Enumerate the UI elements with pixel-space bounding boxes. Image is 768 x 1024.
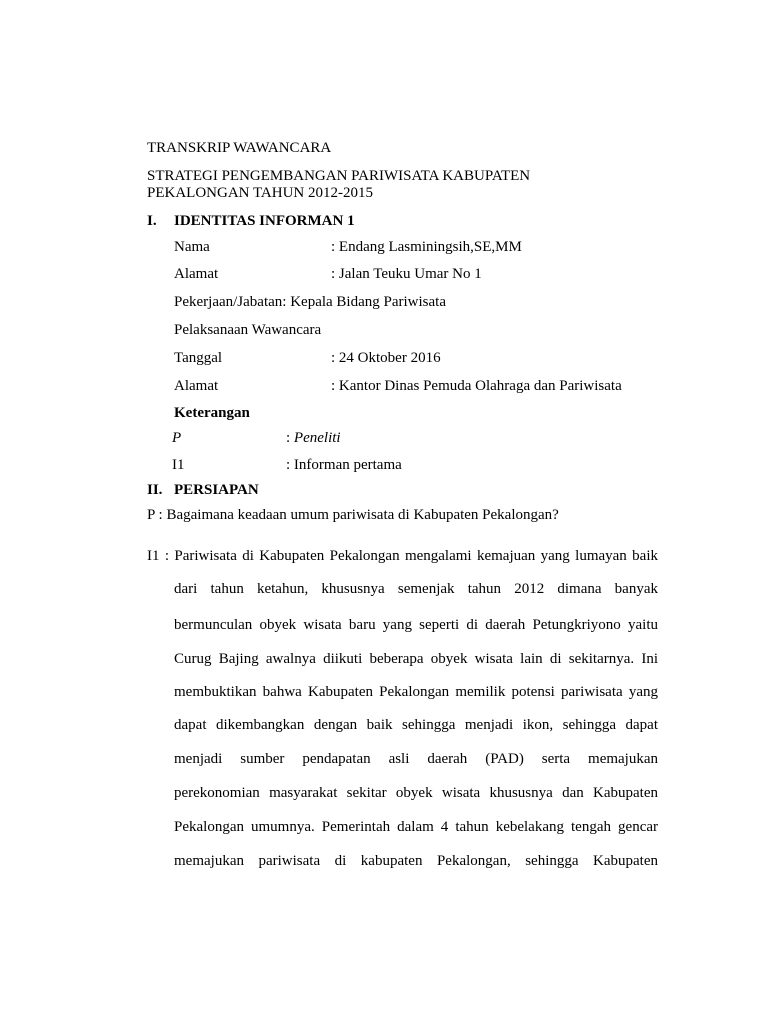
alamat-wawancara-label: Alamat bbox=[174, 378, 219, 394]
keterangan-heading: Keterangan bbox=[174, 405, 250, 421]
section-1-heading: IDENTITAS INFORMAN 1 bbox=[174, 213, 355, 229]
answer-line: bermunculan obyek wisata baru yang seperti di daerah Petungkriyono yaitu bbox=[174, 617, 658, 633]
alamat-wawancara-value: : Kantor Dinas Pemuda Olahraga dan Pariwisata bbox=[331, 378, 622, 394]
pekerjaan-line: Pekerjaan/Jabatan: Kepala Bidang Pariwisata bbox=[174, 294, 446, 310]
alamat-value: : Jalan Teuku Umar No 1 bbox=[331, 266, 482, 282]
answer-line: membuktikan bahwa Kabupaten Pekalongan memilik potensi pariwisata yang bbox=[174, 684, 658, 700]
section-1-number: I. bbox=[147, 213, 157, 229]
legend-i1-label: I1 bbox=[172, 457, 185, 473]
answer-line: memajukan pariwisata di kabupaten Pekalongan, sehingga Kabupaten bbox=[174, 853, 658, 869]
legend-i1-value: : Informan pertama bbox=[286, 457, 402, 473]
answer-line: menjadi sumber pendapatan asli daerah (PAD) serta memajukan bbox=[174, 751, 658, 767]
legend-p-label: P bbox=[172, 430, 182, 446]
answer-line: dapat dikembangkan dengan baik sehingga menjadi ikon, sehingga dapat bbox=[174, 717, 658, 733]
document-title: TRANSKRIP WAWANCARA bbox=[147, 140, 332, 156]
document-subtitle-line-1: STRATEGI PENGEMBANGAN PARIWISATA KABUPATEN bbox=[147, 168, 531, 184]
answer-line: perekonomian masyarakat sekitar obyek wisata khususnya dan Kabupaten bbox=[174, 785, 658, 801]
answer-line: dari tahun ketahun, khususnya semenjak tahun 2012 dimana banyak bbox=[174, 581, 658, 597]
section-2-heading: PERSIAPAN bbox=[174, 482, 259, 498]
interview-question: P : Bagaimana keadaan umum pariwisata di Kabupaten Pekalongan? bbox=[147, 507, 559, 523]
tanggal-label: Tanggal bbox=[174, 350, 223, 366]
legend-p-colon: : bbox=[286, 430, 294, 446]
nama-value: : Endang Lasminingsih,SE,MM bbox=[331, 239, 522, 255]
answer-line: Curug Bajing awalnya diikuti beberapa obyek wisata lain di sekitarnya. Ini bbox=[174, 651, 658, 667]
legend-p-value bbox=[286, 429, 341, 447]
section-2-number: II. bbox=[147, 482, 163, 498]
pelaksanaan-line: Pelaksanaan Wawancara bbox=[174, 322, 322, 338]
tanggal-value: : 24 Oktober 2016 bbox=[331, 350, 441, 366]
nama-label: Nama bbox=[174, 239, 210, 255]
legend-p-text: Peneliti bbox=[293, 430, 341, 446]
answer-line-first: I1 : Pariwisata di Kabupaten Pekalongan mengalami kemajuan yang lumayan baik bbox=[147, 548, 658, 564]
answer-line: Pekalongan umumnya. Pemerintah dalam 4 tahun kebelakang tengah gencar bbox=[174, 819, 658, 835]
document-subtitle-line-2: PEKALONGAN TAHUN 2012-2015 bbox=[147, 185, 374, 201]
alamat-label: Alamat bbox=[174, 266, 219, 282]
